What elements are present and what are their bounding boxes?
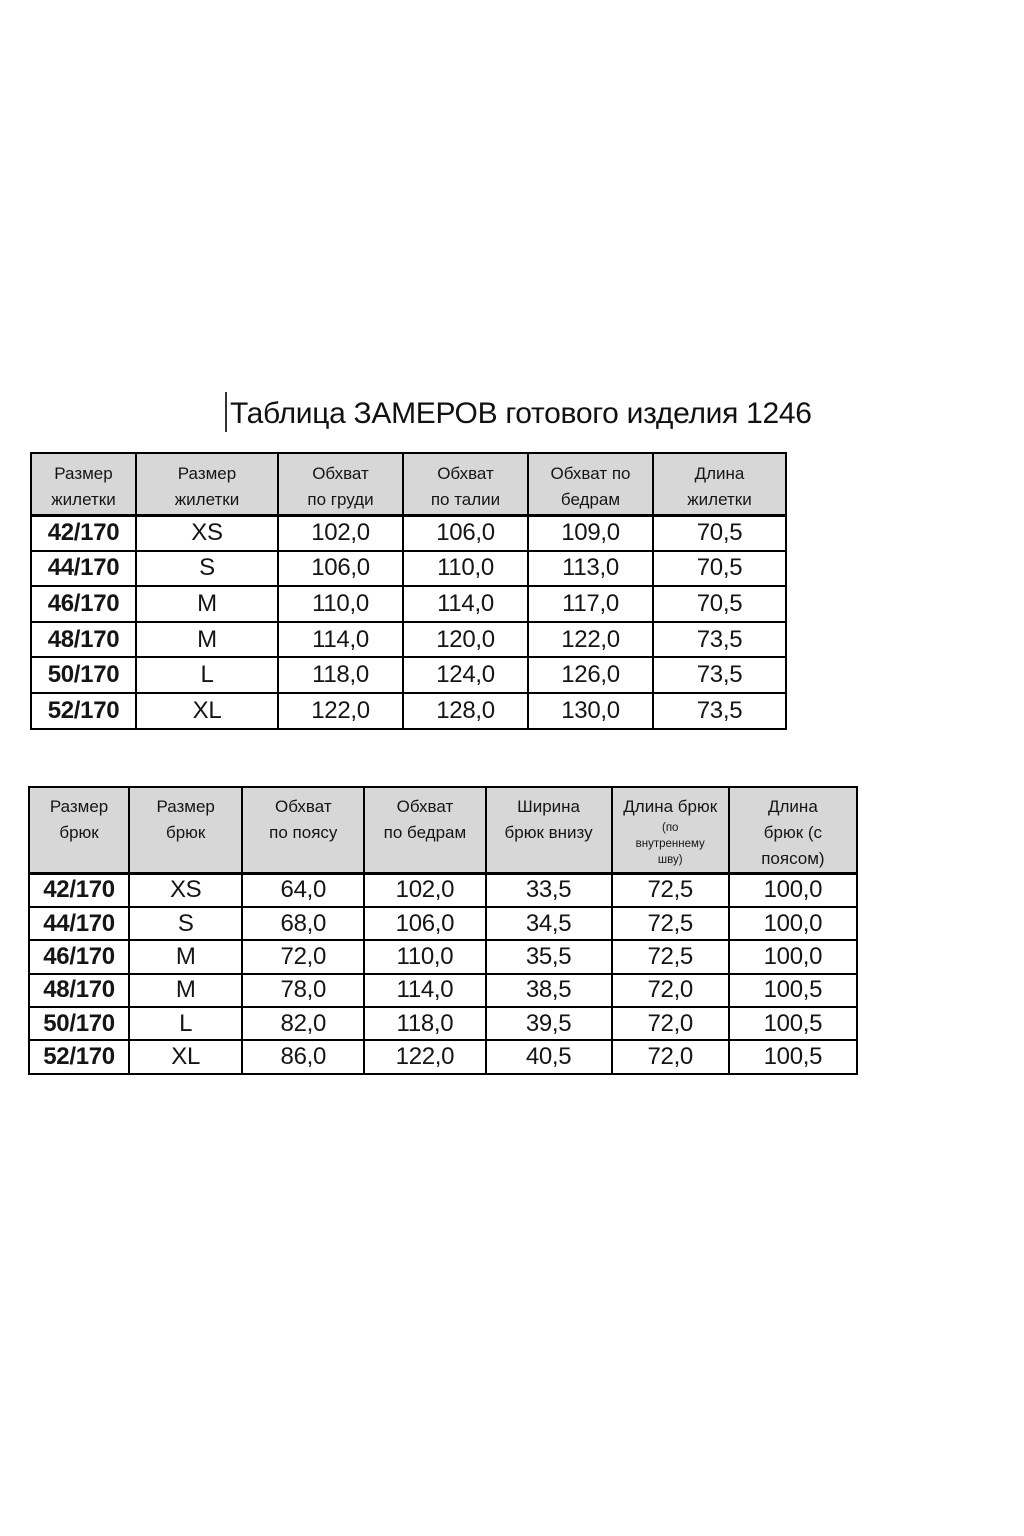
header-row [29, 787, 857, 874]
table-cell: 68,0 [242, 907, 364, 940]
column-header-line: жилетки [687, 490, 752, 509]
table-cell: 48/170 [31, 622, 136, 658]
table-row [31, 693, 786, 729]
column-header-line: поясом) [761, 849, 825, 868]
table-cell: 70,5 [653, 551, 786, 587]
table-cell: 118,0 [278, 657, 403, 693]
table-cell: 46/170 [29, 940, 129, 973]
table-cell: 114,0 [278, 622, 403, 658]
pants-size-table [28, 786, 858, 1075]
column-header-line: Обхват по [550, 464, 631, 483]
column-header [31, 453, 136, 515]
column-header [612, 787, 729, 874]
table-cell: 122,0 [364, 1040, 485, 1073]
table-cell: 44/170 [31, 551, 136, 587]
table-cell: 48/170 [29, 974, 129, 1007]
table-cell: 70,5 [653, 515, 786, 551]
table-cell: 102,0 [278, 515, 403, 551]
column-header-line: по груди [307, 490, 374, 509]
table-cell: S [129, 907, 242, 940]
column-header-line: жилетки [51, 490, 116, 509]
table-cell: 100,0 [729, 940, 857, 973]
table-cell: 33,5 [486, 874, 612, 907]
table-cell: 72,5 [612, 940, 729, 973]
table-cell: 106,0 [403, 515, 528, 551]
column-header-line: Ширина [517, 797, 581, 816]
column-header-line: брюк [59, 823, 99, 842]
table-cell: XL [136, 693, 278, 729]
table-cell: 78,0 [242, 974, 364, 1007]
column-header [364, 787, 485, 874]
column-header [278, 453, 403, 515]
column-header [129, 787, 242, 874]
table-cell: L [129, 1007, 242, 1040]
table-cell: 110,0 [403, 551, 528, 587]
column-header [653, 453, 786, 515]
text-cursor [225, 392, 227, 432]
column-header-line: жилетки [174, 490, 240, 509]
vest-size-table [30, 452, 787, 730]
column-header-subline: внутреннему [635, 838, 705, 850]
table-row [29, 940, 857, 973]
table-cell: 72,5 [612, 907, 729, 940]
column-header-subline: шву) [657, 854, 683, 866]
table-cell: 102,0 [364, 874, 485, 907]
column-header-line: Обхват [312, 464, 369, 483]
table-cell: 120,0 [403, 622, 528, 658]
table-cell: 100,5 [729, 1040, 857, 1073]
table-cell: XS [129, 874, 242, 907]
table-cell: 126,0 [528, 657, 653, 693]
table-cell: 82,0 [242, 1007, 364, 1040]
column-header [486, 787, 612, 874]
table-cell: 50/170 [31, 657, 136, 693]
header-row [31, 453, 786, 515]
table-row [31, 657, 786, 693]
column-header-line: по талии [430, 490, 501, 509]
column-header [403, 453, 528, 515]
column-header [729, 787, 857, 874]
table-cell: 122,0 [528, 622, 653, 658]
column-header-line: брюк внизу [504, 823, 593, 842]
column-header-line: Размер [54, 464, 113, 483]
table-cell: 117,0 [528, 586, 653, 622]
table-cell: 73,5 [653, 693, 786, 729]
table-cell: 106,0 [278, 551, 403, 587]
column-header-line: по бедрам [383, 823, 467, 842]
table-cell: 72,0 [612, 974, 729, 1007]
table-cell: 118,0 [364, 1007, 485, 1040]
table-row [29, 907, 857, 940]
table-row [31, 515, 786, 551]
table-cell: 72,0 [612, 1007, 729, 1040]
table-cell: M [129, 940, 242, 973]
table-row [31, 551, 786, 587]
table-cell: 70,5 [653, 586, 786, 622]
table-cell: 106,0 [364, 907, 485, 940]
table-cell: 114,0 [364, 974, 485, 1007]
table-cell: 34,5 [486, 907, 612, 940]
column-header-line: Длина [694, 464, 745, 483]
table-cell: 73,5 [653, 657, 786, 693]
table-cell: M [129, 974, 242, 1007]
table-cell: 124,0 [403, 657, 528, 693]
table-cell: 100,5 [729, 1007, 857, 1040]
table-cell: 73,5 [653, 622, 786, 658]
table-cell: 72,0 [612, 1040, 729, 1073]
table-cell: 128,0 [403, 693, 528, 729]
table-cell: 110,0 [364, 940, 485, 973]
table-row [31, 622, 786, 658]
page-title: Таблица ЗАМЕРОВ готового изделия 1246 [230, 397, 812, 430]
table-cell: M [136, 622, 278, 658]
column-header-line: Обхват [275, 797, 332, 816]
table-row [31, 586, 786, 622]
table-cell: XL [129, 1040, 242, 1073]
table-cell: 72,0 [242, 940, 364, 973]
table-cell: 39,5 [486, 1007, 612, 1040]
column-header-line: брюк [165, 823, 206, 842]
table-cell: 42/170 [31, 515, 136, 551]
table-cell: 42/170 [29, 874, 129, 907]
table-cell: L [136, 657, 278, 693]
table-cell: M [136, 586, 278, 622]
table-cell: 114,0 [403, 586, 528, 622]
column-header-line: по поясу [269, 823, 338, 842]
column-header [29, 787, 129, 874]
column-header [528, 453, 653, 515]
table-row [29, 1040, 857, 1073]
column-header-line: Размер [177, 464, 237, 483]
column-header-line: бедрам [560, 490, 621, 509]
table-cell: 44/170 [29, 907, 129, 940]
table-cell: XS [136, 515, 278, 551]
column-header-line: Размер [156, 797, 215, 816]
column-header [136, 453, 278, 515]
table-cell: 86,0 [242, 1040, 364, 1073]
table-cell: 122,0 [278, 693, 403, 729]
table-row [29, 1007, 857, 1040]
column-header-line: Длина брюк [623, 797, 718, 816]
column-header-line: Обхват [396, 797, 454, 816]
table-cell: 50/170 [29, 1007, 129, 1040]
column-header-line: Обхват [437, 464, 494, 483]
column-header-line: Длина [768, 797, 818, 816]
table-cell: 113,0 [528, 551, 653, 587]
table-cell: 109,0 [528, 515, 653, 551]
table-cell: 130,0 [528, 693, 653, 729]
table-cell: 46/170 [31, 586, 136, 622]
table-cell: 64,0 [242, 874, 364, 907]
table-cell: 52/170 [29, 1040, 129, 1073]
table-cell: 100,5 [729, 974, 857, 1007]
table-row [29, 874, 857, 907]
table-cell: 38,5 [486, 974, 612, 1007]
column-header-line: брюк (с [763, 823, 823, 842]
column-header [242, 787, 364, 874]
column-header-subline: (по [661, 822, 679, 834]
column-header-line: Размер [49, 797, 109, 816]
table-cell: 72,5 [612, 874, 729, 907]
table-cell: S [136, 551, 278, 587]
table-cell: 100,0 [729, 907, 857, 940]
table-cell: 110,0 [278, 586, 403, 622]
table-cell: 40,5 [486, 1040, 612, 1073]
table-row [29, 974, 857, 1007]
table-cell: 52/170 [31, 693, 136, 729]
table-cell: 100,0 [729, 874, 857, 907]
table-cell: 35,5 [486, 940, 612, 973]
